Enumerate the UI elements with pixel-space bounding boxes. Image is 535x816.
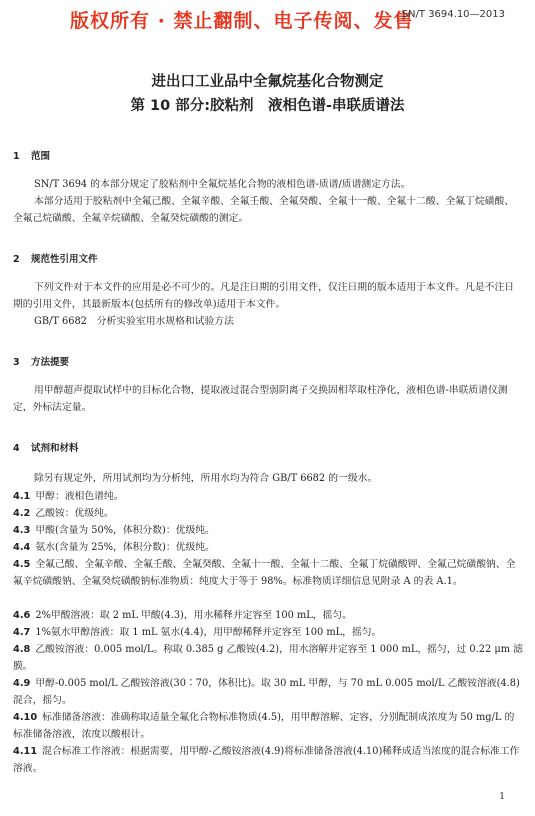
- item-text: 标准储备溶液：准确称取适量全氟化合物标准物质(4.5)，用甲醇溶解、定容，分别配制成浓度为 50 mg/L 的标准储备溶液，浓度以酸根计。: [13, 712, 515, 740]
- section-number: 2: [13, 254, 20, 265]
- item-number: 4.4: [13, 542, 31, 553]
- paragraph-scope-2: 本部分适用于胶粘剂中全氟己酸、全氟辛酸、全氟壬酸、全氟癸酸、全氟十一酸、全氟十二酸、全氟丁烷磺酸、全氟己烷磺酸、全氟辛烷磺酸、全氟癸烷磺酸的测定。: [13, 196, 515, 224]
- paragraph-references-1: 下列文件对于本文件的应用是必不可少的。凡是注日期的引用文件，仅注日期的版本适用于本文件。凡是不注日期的引用文件，其最新版本(包括所有的修改单)适用于本文件。: [13, 282, 515, 310]
- item-number: 4.8: [13, 644, 31, 655]
- item-text: 全氟己酸、全氟辛酸、全氟壬酸、全氟癸酸、全氟十一酸、全氟十二酸、全氟丁烷磺酸钾、全氟己烷磺酸钠、全氟辛烷磺酸钠、全氟癸烷磺酸钠标准物质：纯度大于等于 98%。标准物质详细信息见附录 A 的表 A.1。: [13, 559, 516, 587]
- doc-number: SN/T 3694.10—2013: [401, 9, 505, 20]
- list-item: [13, 539, 523, 556]
- section-number: 1: [13, 151, 20, 162]
- doc-title-line1: 进出口工业品中全氟烷基化合物测定: [151, 74, 384, 90]
- item-number: 4.6: [13, 610, 31, 621]
- item-text: 甲酸(含量为 50%，体积分数)：优级纯。: [35, 525, 215, 536]
- list-item: [13, 488, 523, 505]
- paragraph-scope-1: SN/T 3694 的本部分规定了胶粘剂中全氟烷基化合物的液相色谱-质谱/质谱测定方法。: [34, 179, 411, 190]
- item-number: 4.3: [13, 525, 31, 536]
- section-number: 3: [13, 357, 20, 368]
- list-item: [13, 607, 523, 624]
- list-item: [13, 743, 523, 777]
- section-title: 范围: [31, 151, 51, 162]
- paragraph-reagents: 除另有规定外，所用试剂均为分析纯，所用水均为符合 GB/T 6682 的一级水。: [34, 473, 378, 484]
- item-text: 2%甲酸溶液：取 2 mL 甲酸(4.3)，用水稀释并定容至 100 mL，摇匀。: [35, 610, 352, 621]
- list-item: [13, 505, 523, 522]
- section-title: 试剂和材料: [31, 443, 79, 454]
- item-text: 混合标准工作溶液：根据需要，用甲醇-乙酸铵溶液(4.9)将标准储备溶液(4.10)稀释成适当浓度的混合标准工作溶液。: [13, 746, 520, 774]
- watermark: 版权所有 · 禁止翻制、电子传阅、发售: [70, 10, 414, 32]
- item-number: 4.2: [13, 508, 31, 519]
- section-title: 方法提要: [31, 357, 70, 368]
- section-title: 规范性引用文件: [31, 254, 98, 265]
- list-item: [13, 556, 523, 590]
- section-number: 4: [13, 443, 20, 454]
- item-number: 4.10: [13, 712, 38, 723]
- item-text: 1%氨水甲醇溶液：取 1 mL 氨水(4.4)，用甲醇稀释并定容至 100 mL，摇匀。: [35, 627, 382, 638]
- section-2-heading: [13, 251, 98, 265]
- item-text: 甲醇：液相色谱纯。: [35, 491, 124, 502]
- list-item: [13, 522, 523, 539]
- section-1-heading: [13, 148, 50, 162]
- item-text: 氨水(含量为 25%，体积分数)：优级纯。: [35, 542, 215, 553]
- item-number: 4.1: [13, 491, 31, 502]
- item-text: 乙酸铵：优级纯。: [35, 508, 114, 519]
- list-item: [13, 624, 523, 641]
- list-item: [13, 641, 523, 675]
- item-number: 4.7: [13, 627, 31, 638]
- paragraph-references-2: GB/T 6682 分析实验室用水规格和试验方法: [34, 316, 234, 327]
- paragraph-principle: 用甲醇超声提取试样中的目标化合物，提取液过混合型弱阴离子交换固相萃取柱净化，液相色谱-串联质谱仪测定，外标法定量。: [13, 385, 508, 413]
- doc-title-line2: 第 10 部分:胶粘剂 液相色谱-串联质谱法: [130, 98, 405, 114]
- list-item: [13, 709, 523, 743]
- item-number: 4.11: [13, 746, 38, 757]
- item-text: 甲醇-0.005 mol/L 乙酸铵溶液(30∶70，体积比)。取 30 mL 甲醇，与 70 mL 0.005 mol/L 乙酸铵溶液(4.8)混合，摇匀。: [13, 678, 520, 706]
- section-4-heading: [13, 440, 79, 454]
- page-number: 1: [499, 792, 505, 802]
- section-3-heading: [13, 354, 69, 368]
- item-text: 乙酸铵溶液：0.005 mol/L。称取 0.385 g 乙酸铵(4.2)，用水溶解并定容至 1 000 mL，摇匀，过 0.22 μm 滤膜。: [13, 644, 523, 672]
- item-number: 4.9: [13, 678, 31, 689]
- list-item: [13, 675, 523, 709]
- item-number: 4.5: [13, 559, 31, 570]
